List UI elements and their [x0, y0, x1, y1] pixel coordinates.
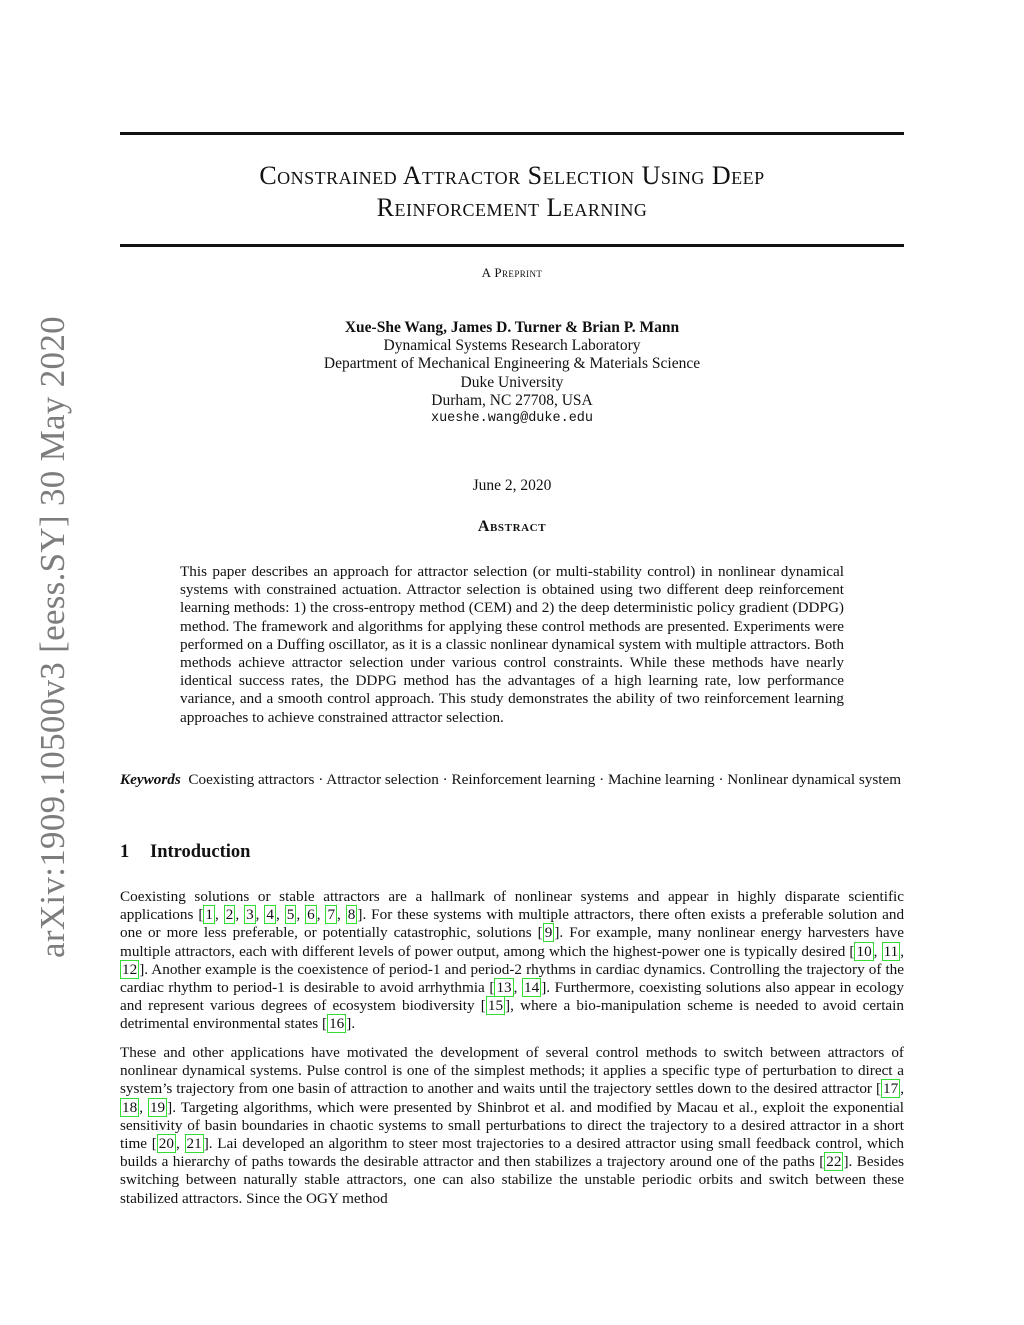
keywords [120, 771, 904, 789]
title-line-2: Reinforcement Learning [376, 193, 648, 222]
paper-title [120, 160, 904, 224]
p1-text-b: ]. For these systems with multiple attractors, there often exists a preferable solution and one or more less preferable, or potentially catastrophic, solutions [ [120, 906, 905, 942]
citation-link[interactable]: 6 [307, 906, 315, 924]
title-bottom-rule [120, 244, 904, 247]
citation-link[interactable]: 10 [856, 942, 872, 960]
title-top-rule [120, 132, 904, 135]
p1-text-a: Coexisting solutions or stable attractors are a hallmark of nonlinear systems and appear in highly disparate scientific applications [ [120, 888, 904, 924]
citation-link[interactable]: 21 [186, 1135, 202, 1153]
affiliation-department: Department of Mechanical Engineering & Materials Science [323, 355, 701, 373]
citation-link[interactable]: 20 [158, 1135, 174, 1153]
citation-link[interactable]: 9 [544, 924, 553, 942]
abstract-heading: Abstract [477, 518, 547, 535]
citation-link[interactable]: 1 [205, 906, 213, 924]
p1-text-e: ]. Furthermore, coexisting solutions also appear in ecology and represent various degrees of ecosystem biodiversity [ [120, 979, 904, 1015]
intro-paragraph-1: Coexisting solutions or stable attractors are a hallmark of nonlinear systems and appear in highly disparate scientific applications [ 1 , 2 , 3 , 4 , 5 , 6 , 7 , 8 ]. For these systems with multiple attractors, there often exists a preferable solution and one or more less preferable, or potentially catastrophic, solutions [ 9 ]. For example, many nonlinear energy harvesters have multiple attractors, each with different levels of power output, among which the highest-power one is typically desired [ 10 , 11 , 12 ]. Another example is the coexistence of period-1 and period-2 rhythms in cardiac dynamics. Controlling the trajectory of the cardiac rhythm to period-1 is desirable to avoid arrhythmia [ 13 , 14 ]. Furthermore, coexisting solutions also appear in ecology and represent various degrees of ecosystem biodiversity [ 15 ], where a bio-manipulation scheme is needed to avoid certain detrimental environmental states [ 16 ]. [120, 888, 905, 1033]
p2-text-c: ]. Lai developed an algorithm to steer most trajectories to a desired attractor using small feedback control, which builds a hierarchy of paths towards the desirable attractor and then stabilizes a trajectory around one of the paths [ [120, 1135, 904, 1171]
arxiv-stamp: arXiv:1909.10500v3 [eess.SY] 30 May 2020 [33, 316, 72, 958]
p1-text-f: ], where a bio-manipulation scheme is needed to avoid certain detrimental environmental states [ [120, 997, 904, 1033]
citation-link[interactable]: 5 [286, 906, 295, 924]
p2-text-a: These and other applications have motivated the development of several control methods to switch between attractors of nonlinear dynamical systems. Pulse control is one of the simplest methods; it applies a specific type of perturbation to direct a system’s trajectory from one basin of attraction to another and waits until the trajectory settles down to the desired attractor [ [120, 1044, 904, 1098]
affiliation-lab: Dynamical Systems Research Laboratory [383, 337, 641, 355]
p1-text-c: ]. For example, many nonlinear energy harvesters have multiple attractors, each with different levels of power output, among which the highest-power one is typically desired [ [120, 924, 904, 960]
paper-date: June 2, 2020 [472, 477, 552, 494]
citation-link[interactable]: 11 [883, 942, 899, 960]
affiliation-university: Duke University [460, 373, 564, 391]
author-email[interactable]: xueshe.wang@duke.edu [430, 411, 594, 427]
citation-link[interactable]: 22 [826, 1153, 842, 1171]
authors-block [120, 319, 904, 428]
citation-link[interactable]: 8 [347, 906, 356, 924]
section-heading-introduction [120, 842, 250, 863]
citation-link[interactable]: 4 [266, 906, 275, 924]
author-names: Xue-She Wang, James D. Turner & Brian P. Mann [344, 319, 680, 336]
keywords-label: Keywords [120, 771, 181, 788]
citation-link[interactable]: 18 [122, 1098, 138, 1116]
citation-link[interactable]: 16 [329, 1015, 345, 1033]
citation-link[interactable]: 17 [883, 1080, 899, 1098]
keywords-text: Coexisting attractors · Attractor selection · Reinforcement learning · Machine learning · Nonlinear dynamical system [188, 771, 902, 788]
citation-link[interactable]: 15 [487, 997, 504, 1015]
p1-text-g: ]. [346, 1015, 356, 1033]
section-number: 1 [120, 842, 130, 862]
p2-text-b: ]. Targeting algorithms, which were presented by Shinbrot et al. and modified by Macau et al., exploit the exponential sensitivity of basin boundaries in chaotic systems to small perturbations to direct the trajectory to a desired attractor in a short time [ [120, 1098, 904, 1153]
preprint-label: A Preprint [481, 265, 543, 280]
citation-link[interactable]: 14 [524, 979, 540, 997]
citation-link[interactable]: 19 [149, 1098, 166, 1116]
citation-link[interactable]: 13 [496, 979, 512, 997]
title-line-1: Constrained Attractor Selection Using Deep [259, 161, 765, 190]
citation-link[interactable]: 7 [327, 906, 336, 924]
citation-link[interactable]: 2 [225, 906, 234, 924]
p1-text-d: ]. Another example is the coexistence of period-1 and period-2 rhythms in cardiac dynamics. Controlling the trajectory of the cardiac rhythm to period-1 is desirable to avoid arrhythmia [ [120, 960, 904, 997]
intro-paragraph-2: These and other applications have motivated the development of several control methods to switch between attractors of nonlinear dynamical systems. Pulse control is one of the simplest methods; it applies a specific type of perturbation to direct a system’s trajectory from one basin of attraction to another and waits until the trajectory settles down to the desired attractor [ 17 , 18 , 19 ]. Targeting algorithms, which were presented by Shinbrot et al. and modified by Macau et al., exploit the exponential sensitivity of basin boundaries in chaotic systems to small perturbations to direct the trajectory to a desired attractor in a short time [ 20 , 21 ]. Lai developed an algorithm to steer most trajectories to a desired attractor using small feedback control, which builds a hierarchy of paths towards the desirable attractor and then stabilizes a trajectory around one of the paths [ 22 ]. Besides switching between naturally stable attractors, one can also stabilize the unstable periodic orbits and switch between these stabilized attractors. Since the OGY method [120, 1044, 904, 1207]
abstract-text: This paper describes an approach for attractor selection (or multi-stability control) in nonlinear dynamical systems with constrained actuation. Attractor selection is obtained using two different deep reinforcement learning methods: 1) the cross-entropy method (CEM) and 2) the deep deterministic policy gradient (DDPG) method. The framework and algorithms for applying these control methods are presented. Experiments were performed on a Duffing oscillator, as it is a classic nonlinear dynamical system with multiple attractors. Both methods achieve attractor selection under various control constraints. While these methods have nearly identical success rates, the DDPG method has the advantages of a high learning rate, low performance variance, and a smooth control approach. This study demonstrates the ability of two reinforcement learning approaches to achieve constrained attractor selection. [180, 563, 844, 726]
p2-text-d: ]. Besides switching between naturally stable attractors, one can also stabilize the unstable periodic orbits and switch between these stabilized attractors. Since the OGY method [120, 1153, 904, 1207]
affiliation-address: Durham, NC 27708, USA [431, 391, 593, 409]
citation-link[interactable]: 12 [122, 960, 138, 978]
citation-link[interactable]: 3 [246, 906, 254, 924]
section-title: Introduction [150, 842, 251, 862]
